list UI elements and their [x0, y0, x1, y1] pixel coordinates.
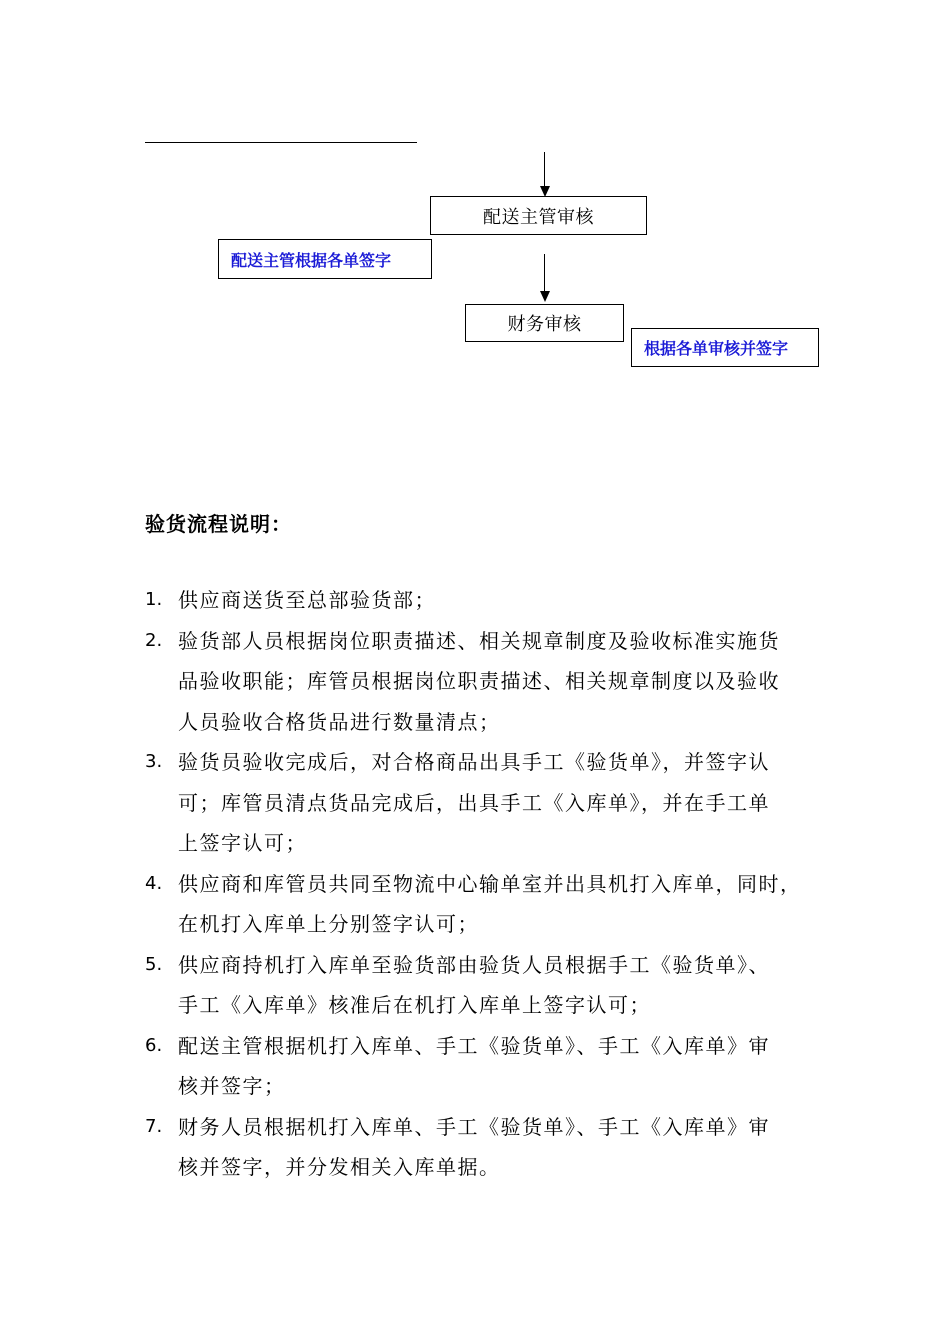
step-number: 5.: [145, 953, 163, 975]
step-number: 6.: [145, 1034, 163, 1056]
top-rule: [145, 142, 417, 143]
step-text: 验货部人员根据岗位职责描述、相关规章制度及验收标准实施货 品验收职能；库管员根据岗位职责描述、相关规章制度以及验收 人员验收合格货品进行数量清点；: [178, 628, 780, 734]
arrow-line-2: [544, 254, 545, 292]
step-text: 财务人员根据机打入库单、手工《验货单》、手工《入库单》审 核并签字，并分发相关入库单据。: [178, 1114, 770, 1179]
list-item: [145, 945, 835, 1026]
step-number: 2.: [145, 629, 163, 651]
section-heading: 验货流程说明：: [145, 512, 292, 536]
steps-list: [145, 580, 835, 1188]
list-item: [145, 864, 835, 945]
list-item: [145, 621, 835, 743]
delivery-supervisor-note: 配送主管根据各单签字: [218, 239, 432, 279]
list-item: [145, 580, 835, 621]
step-number: 7.: [145, 1115, 163, 1137]
list-item: [145, 1107, 835, 1188]
step-number: 4.: [145, 872, 163, 894]
finance-review-box: 财务审核: [465, 304, 624, 342]
list-item: [145, 742, 835, 864]
step-text: 供应商和库管员共同至物流中心输单室并出具机打入库单，同时， 在机打入库单上分别签字认可；: [178, 871, 802, 936]
finance-note: 根据各单审核并签字: [631, 328, 819, 367]
step-number: 1.: [145, 589, 163, 610]
step-text: 配送主管根据机打入库单、手工《验货单》、手工《入库单》审 核并签字；: [178, 1033, 770, 1098]
step-number: 3.: [145, 751, 163, 772]
arrow-line-1: [544, 152, 545, 187]
arrow-head-2: [540, 291, 550, 302]
step-text: 供应商送货至总部验货部；: [178, 588, 436, 612]
delivery-supervisor-review-box: 配送主管审核: [430, 196, 647, 235]
list-item: [145, 1026, 835, 1107]
step-text: 验货员验收完成后，对合格商品出具手工《验货单》，并签字认 可；库管员清点货品完成后，出具手工《入库单》，并在手工单 上签字认可；: [178, 750, 770, 855]
step-text: 供应商持机打入库单至验货部由验货人员根据手工《验货单》、 手工《入库单》核准后在机打入库单上签字认可；: [178, 952, 770, 1017]
